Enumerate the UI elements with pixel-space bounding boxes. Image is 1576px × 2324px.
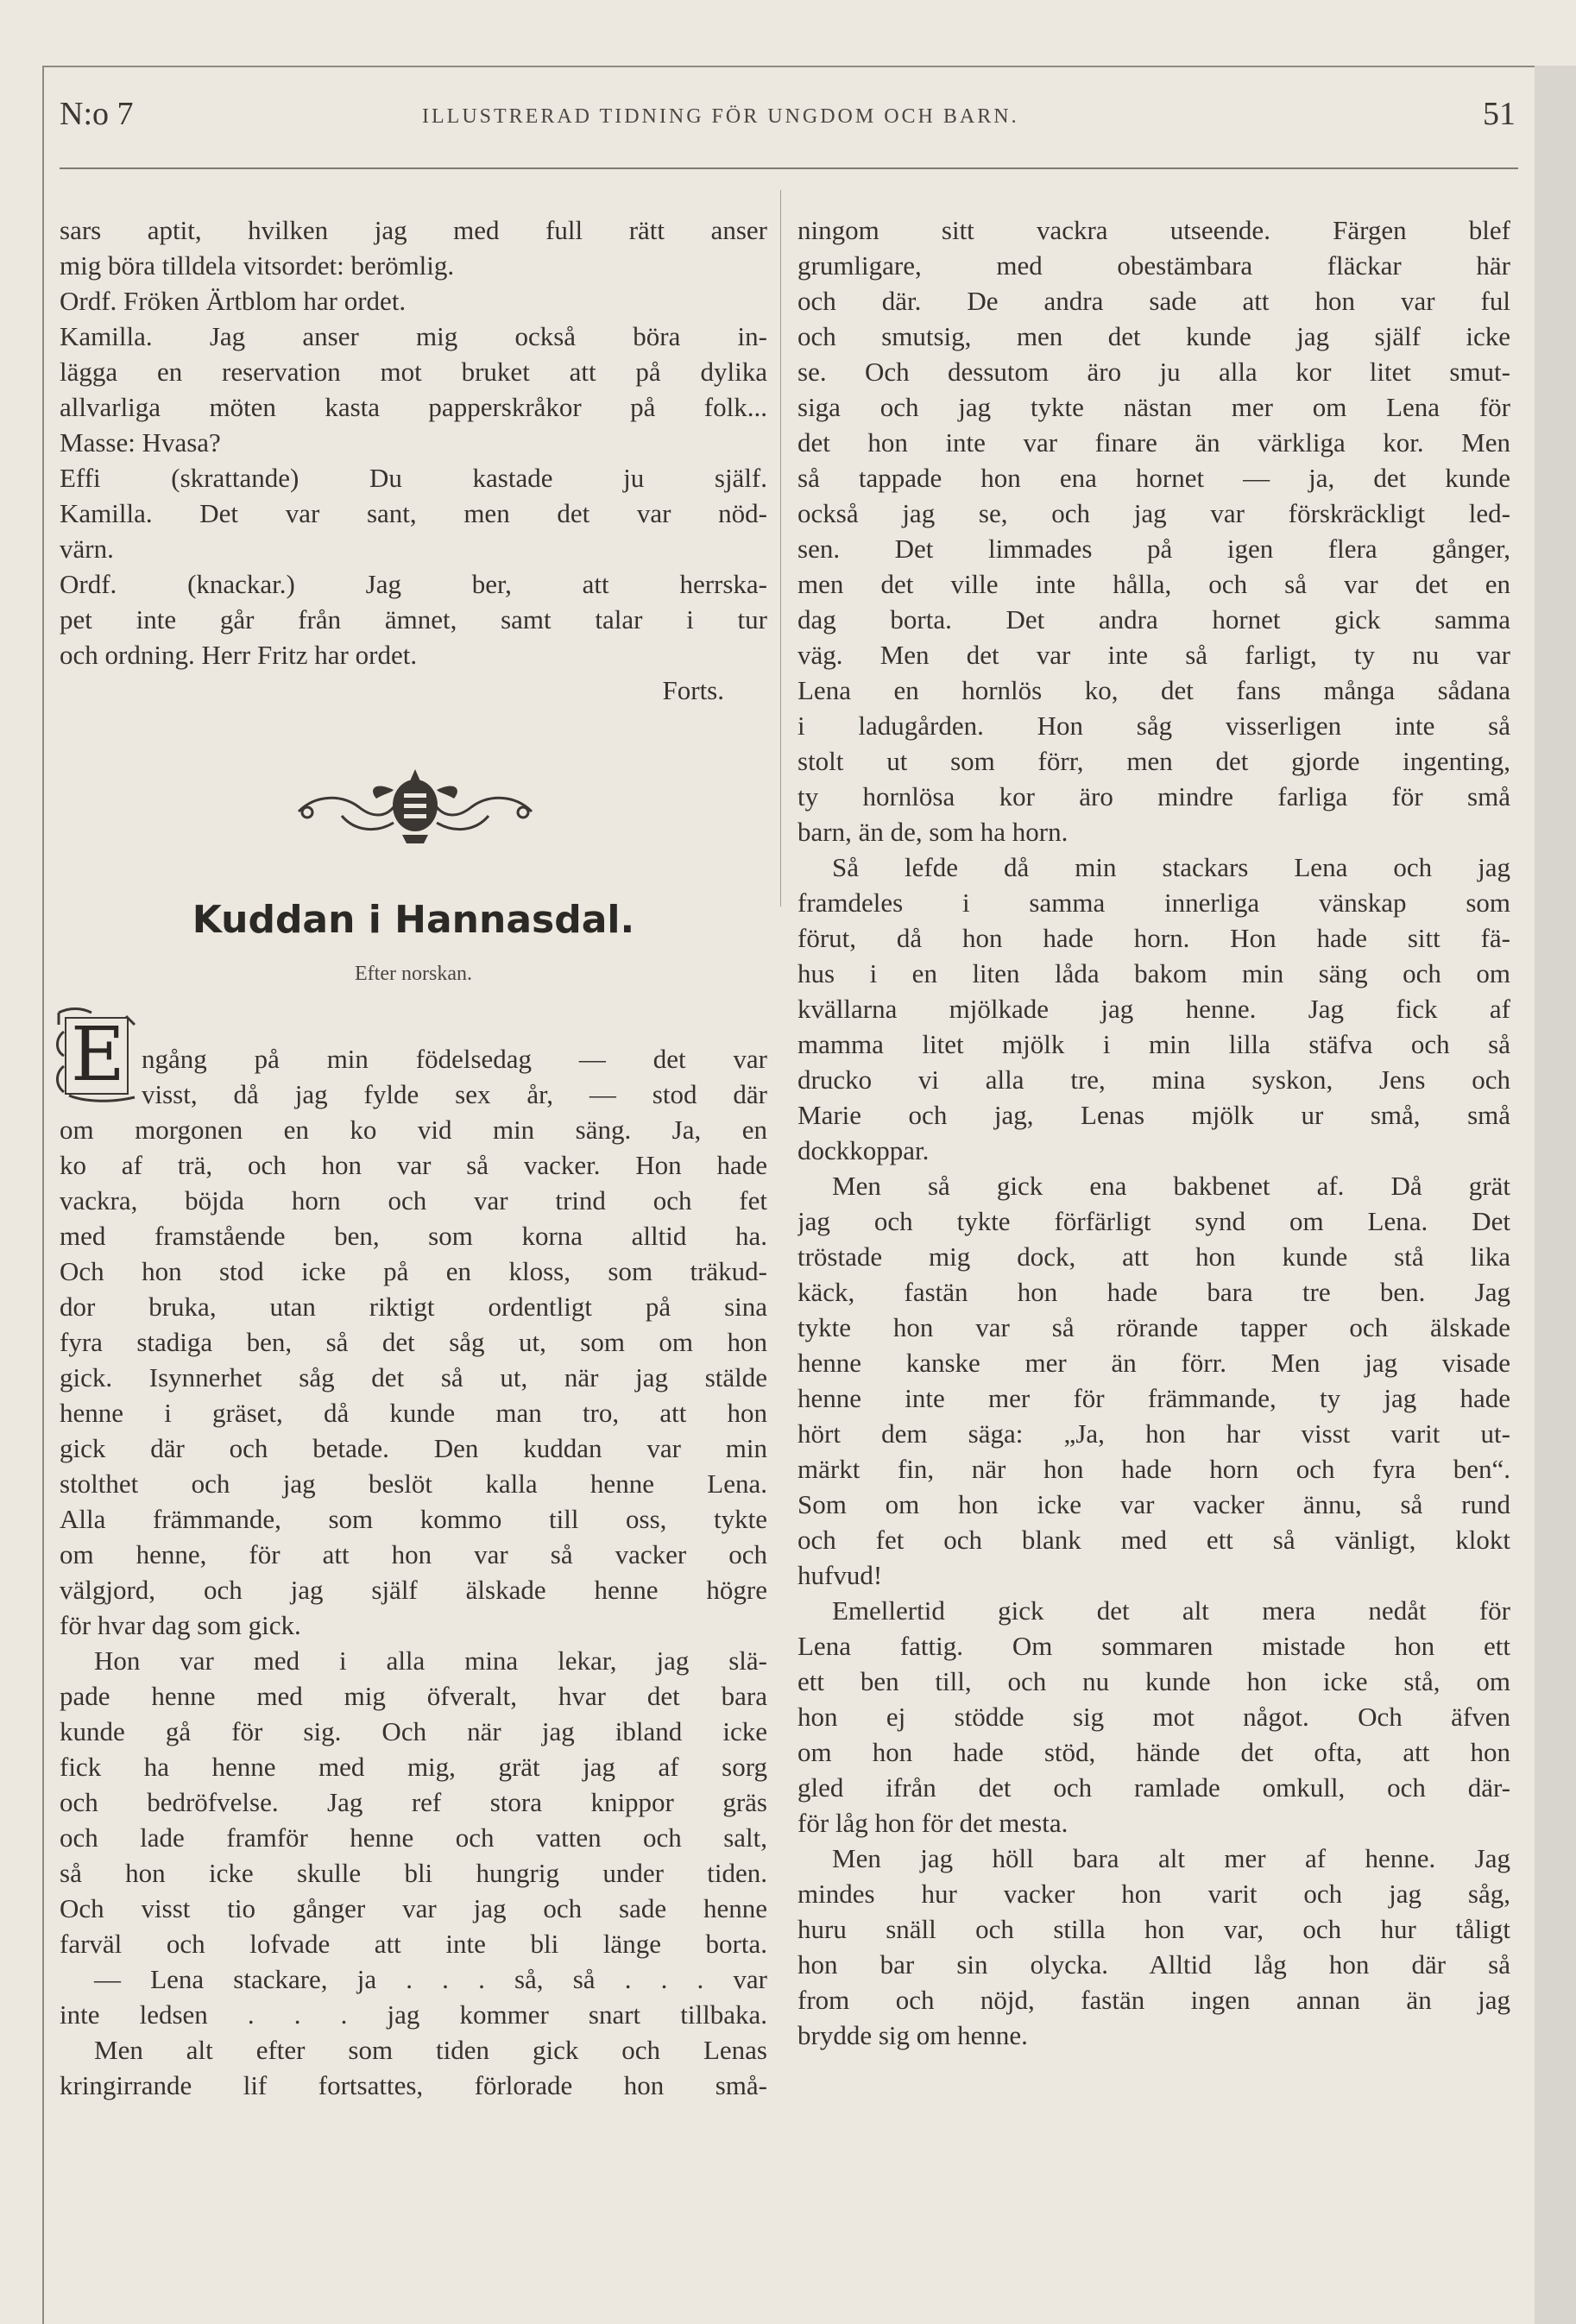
- text-line: henne kanske mer än förr. Men jag visade: [797, 1348, 1510, 1378]
- left-column-story: [60, 1112, 767, 2103]
- text-line: Ordf. Fröken Ärtblom har ordet.: [60, 286, 407, 316]
- text-line: Marie och jag, Lenas mjölk ur små, små: [797, 1100, 1510, 1130]
- text-line: stolthet och jag beslöt kalla henne Lena.: [60, 1468, 767, 1499]
- text-line: välgjord, och jag själf älskade henne högre: [60, 1575, 767, 1605]
- article-subtitle: Efter norskan.: [355, 963, 472, 985]
- page-header: [42, 95, 1535, 147]
- text-line: Men alt efter som tiden gick och Lenas: [94, 2035, 767, 2065]
- page-number: 51: [1483, 96, 1516, 132]
- text-line: dor bruka, utan riktigt ordentligt på sina: [60, 1291, 767, 1322]
- dropcap-letter: E: [71, 1012, 125, 1098]
- text-line: farväl och lofvade att inte bli länge borta.: [60, 1929, 767, 1959]
- text-line: — Lena stackare, ja . . . så, så . . . var: [94, 1964, 767, 1994]
- ornament-divider-icon: [290, 764, 540, 846]
- text-line: hon ej stödde sig mot något. Och äfven: [797, 1702, 1510, 1732]
- text-line: drucko vi alla tre, mina syskon, Jens och: [797, 1064, 1510, 1095]
- continued-note: Forts.: [662, 675, 724, 705]
- text-line: Emellertid gick det alt mera nedåt för: [832, 1595, 1510, 1626]
- text-line: ett ben till, och nu kunde hon icke stå, om: [797, 1666, 1510, 1696]
- text-line: och ordning. Herr Fritz har ordet.: [60, 640, 418, 670]
- dropcap: [52, 1006, 143, 1108]
- text-line: käck, fastän hon hade bara tre ben. Jag: [797, 1277, 1510, 1307]
- text-line: hört dem säga: „Ja, hon har visst varit ut-: [797, 1418, 1510, 1449]
- text-line: grumligare, med obestämbara fläckar här: [797, 250, 1510, 281]
- text-line: framdeles i samma innerliga vänskap som: [797, 887, 1510, 918]
- text-line: tröstade mig dock, att hon kunde stå lika: [797, 1241, 1510, 1272]
- text-line: Masse: Hvasa?: [60, 427, 221, 458]
- text-line: och lade framför henne och vatten och salt,: [60, 1822, 767, 1853]
- text-line: Och hon stod icke på en kloss, som träkud-: [60, 1256, 767, 1286]
- text-line: Effi (skrattande) Du kastade ju själf.: [60, 463, 767, 493]
- publication-title: ILLUSTRERAD TIDNING FÖR UNGDOM OCH BARN.: [422, 105, 1019, 128]
- text-line: det hon inte var finare än värkliga kor. Men: [797, 427, 1510, 458]
- text-line: så tappade hon ena hornet — ja, det kunde: [797, 463, 1510, 493]
- text-line: hus i en liten låda bakom min säng och om: [797, 958, 1510, 988]
- text-line: visst, då jag fylde sex år, — stod där: [142, 1079, 767, 1109]
- text-line: Men jag höll bara alt mer af henne. Jag: [832, 1843, 1510, 1873]
- article-first-lines: [142, 1041, 767, 1112]
- text-line: Alla främmande, som kommo till oss, tykte: [60, 1504, 767, 1534]
- text-line: men det ville inte hålla, och så var det en: [797, 569, 1510, 599]
- right-column: [797, 212, 1510, 2053]
- text-line: Lena fattig. Om sommaren mistade hon ett: [797, 1631, 1510, 1661]
- text-line: mamma litet mjölk i min lilla stäfva och så: [797, 1029, 1510, 1059]
- text-line: allvarliga möten kasta papperskråkor på folk...: [60, 392, 767, 422]
- text-line: sars aptit, hvilken jag med full rätt anser: [60, 215, 767, 245]
- text-line: Men så gick ena bakbenet af. Då grät: [832, 1171, 1510, 1201]
- page-edge-shadow: [1535, 66, 1576, 2324]
- text-line: ningom sitt vackra utseende. Färgen blef: [797, 215, 1510, 245]
- text-line: barn, än de, som ha horn.: [797, 817, 1069, 847]
- text-line: gick. Isynnerhet såg det så ut, när jag stälde: [60, 1362, 767, 1393]
- text-line: också jag se, och jag var förskräckligt led-: [797, 498, 1510, 528]
- text-line: gick där och betade. Den kuddan var min: [60, 1433, 767, 1463]
- text-line: pade henne med mig öfveralt, hvar det bara: [60, 1681, 767, 1711]
- text-line: förut, då hon hade horn. Hon hade sitt fä-: [797, 923, 1510, 953]
- text-line: kunde gå för sig. Och när jag ibland icke: [60, 1716, 767, 1746]
- text-line: from och nöjd, fastän ingen annan än jag: [797, 1985, 1510, 2015]
- text-line: se. Och dessutom äro ju alla kor litet smut-: [797, 357, 1510, 387]
- text-line: om henne, för att hon var så vacker och: [60, 1539, 767, 1569]
- header-rule: [60, 167, 1518, 169]
- text-line: värn.: [60, 534, 114, 564]
- text-line: i ladugården. Hon såg visserligen inte så: [797, 710, 1510, 741]
- text-line: lägga en reservation mot bruket att på dylika: [60, 357, 767, 387]
- article-title: Kuddan i Hannasdal.: [192, 898, 635, 942]
- text-line: Ordf. (knackar.) Jag ber, att herrska-: [60, 569, 767, 599]
- text-line: henne inte mer för främmande, ty jag hade: [797, 1383, 1510, 1413]
- issue-number: N:o 7: [60, 96, 134, 132]
- text-line: hufvud!: [797, 1560, 883, 1590]
- text-line: och smutsig, men det kunde jag själf icke: [797, 321, 1510, 351]
- text-line: Som om hon icke var vacker ännu, så rund: [797, 1489, 1510, 1519]
- text-line: med framstående ben, som korna alltid ha.: [60, 1221, 767, 1251]
- text-line: tykte hon var så rörande tapper och älskade: [797, 1312, 1510, 1342]
- text-line: mindes hur vacker hon varit och jag såg,: [797, 1879, 1510, 1909]
- text-line: Kamilla. Det var sant, men det var nöd-: [60, 498, 767, 528]
- text-line: fick ha henne med mig, grät jag af sorg: [60, 1752, 767, 1782]
- text-line: så hon icke skulle bli hungrig under tiden.: [60, 1858, 767, 1888]
- text-line: och där. De andra sade att hon var ful: [797, 286, 1510, 316]
- text-line: mig böra tilldela vitsordet: berömlig.: [60, 250, 455, 281]
- text-line: väg. Men det var inte så farligt, ty nu var: [797, 640, 1510, 670]
- text-line: om morgonen en ko vid min säng. Ja, en: [60, 1115, 767, 1145]
- text-line: stolt ut som förr, men det gjorde ingenting,: [797, 746, 1510, 776]
- text-line: brydde sig om henne.: [797, 2020, 1028, 2050]
- text-line: Så lefde då min stackars Lena och jag: [832, 852, 1510, 882]
- text-line: gled ifrån det och ramlade omkull, och där-: [797, 1772, 1510, 1803]
- text-line: sen. Det limmades på igen flera gånger,: [797, 534, 1510, 564]
- text-line: pet inte går från ämnet, samt talar i tur: [60, 604, 767, 635]
- text-line: om hon hade stöd, hände det ofta, att hon: [797, 1737, 1510, 1767]
- text-line: ngång på min födelsedag — det var: [142, 1044, 767, 1074]
- text-line: Och visst tio gånger var jag och sade henne: [60, 1893, 767, 1923]
- text-line: Hon var med i alla mina lekar, jag slä-: [94, 1645, 767, 1676]
- text-line: inte ledsen . . . jag kommer snart tillbaka.: [60, 1999, 767, 2030]
- column-rule: [780, 190, 781, 906]
- text-line: och bedröfvelse. Jag ref stora knippor gräs: [60, 1787, 767, 1817]
- text-line: huru snäll och stilla hon var, och hur tåligt: [797, 1914, 1510, 1944]
- text-line: för hvar dag som gick.: [60, 1610, 301, 1640]
- text-line: för låg hon för det mesta.: [797, 1808, 1069, 1838]
- text-line: Kamilla. Jag anser mig också böra in-: [60, 321, 767, 351]
- text-line: jag och tykte förfärligt synd om Lena. Det: [797, 1206, 1510, 1236]
- text-line: märkt fin, när hon hade horn och fyra ben“.: [797, 1454, 1510, 1484]
- text-line: kvällarna mjölkade jag henne. Jag fick af: [797, 994, 1510, 1024]
- text-line: ko af trä, och hon var så vacker. Hon hade: [60, 1150, 767, 1180]
- left-column-continuation: [60, 212, 767, 708]
- text-line: henne i gräset, då kunde man tro, att hon: [60, 1398, 767, 1428]
- text-line: kringirrande lif fortsattes, förlorade hon små-: [60, 2070, 767, 2100]
- text-line: Lena en hornlös ko, det fans många sådana: [797, 675, 1510, 705]
- text-line: fyra stadiga ben, så det såg ut, som om hon: [60, 1327, 767, 1357]
- text-line: siga och jag tykte nästan mer om Lena för: [797, 392, 1510, 422]
- text-line: dockkoppar.: [797, 1135, 930, 1165]
- text-line: dag borta. Det andra hornet gick samma: [797, 604, 1510, 635]
- text-line: hon bar sin olycka. Alltid låg hon där så: [797, 1949, 1510, 1980]
- text-line: vackra, böjda horn och var trind och fet: [60, 1185, 767, 1216]
- text-line: och fet och blank med ett så vänligt, klokt: [797, 1525, 1510, 1555]
- text-line: ty hornlösa kor äro mindre farliga för små: [797, 781, 1510, 812]
